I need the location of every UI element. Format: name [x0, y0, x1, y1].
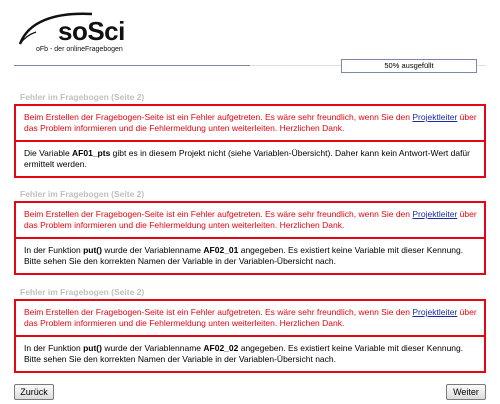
error-message-text: über das Problem informieren und die Fehlermeldung unten weiterleiten. Herzlichen Dank.: [24, 307, 477, 328]
error-detail-text: In der Funktion: [24, 343, 84, 353]
error-message-text: Beim Erstellen der Fragebogen-Seite ist ein Fehler aufgetreten. Es wäre sehr freundlich, wenn Sie den: [24, 112, 413, 122]
back-button[interactable]: Zurück: [14, 384, 54, 400]
next-button[interactable]: Weiter: [446, 384, 486, 400]
error-detail-text: Die Variable: [24, 148, 73, 158]
error-section-2: [14, 189, 486, 275]
error-section-title: Fehler im Fragebogen (Seite 2): [20, 189, 145, 199]
error-message-box: [14, 104, 486, 142]
error-section-title: Fehler im Fragebogen (Seite 2): [20, 287, 145, 297]
progress-indicator: [341, 59, 477, 73]
project-leader-link[interactable]: Projektleiter: [412, 112, 458, 122]
error-detail-text: wurde der Variablenname: [101, 343, 204, 353]
error-detail-text: angegeben. Es existiert keine Variable mit dieser Kennung. Bitte sehen Sie den korrekten Namen der Variable in der Variablen-Übersicht nach.: [24, 343, 464, 364]
error-detail-text: wurde der Variablenname: [101, 245, 204, 255]
error-section-title: Fehler im Fragebogen (Seite 2): [20, 92, 145, 102]
function-name: put(): [83, 245, 102, 255]
progress-label: 50% ausgefüllt: [384, 61, 434, 70]
error-detail-text: gibt es in diesem Projekt nicht (siehe Variablen-Übersicht). Daher kann kein Antwort-Wert dafür ermittelt werden.: [24, 148, 470, 169]
error-message-box: [14, 299, 486, 337]
sosci-logo: [14, 8, 134, 56]
error-detail-box: [14, 142, 486, 178]
error-section-1: [14, 92, 486, 178]
project-leader-link[interactable]: Projektleiter: [412, 307, 458, 317]
function-name: put(): [83, 343, 102, 353]
logo-wordmark: soSci: [58, 16, 125, 46]
error-message-box: [14, 201, 486, 239]
error-detail-text: In der Funktion: [24, 245, 84, 255]
error-detail-box: [14, 337, 486, 373]
progress-fill: [14, 65, 250, 66]
error-section-3: [14, 287, 486, 373]
variable-name: AF01_pts: [72, 148, 111, 158]
error-message-text: über das Problem informieren und die Fehlermeldung unten weiterleiten. Herzlichen Dank.: [24, 209, 477, 230]
variable-name: AF02_01: [203, 245, 239, 255]
error-message-text: über das Problem informieren und die Fehlermeldung unten weiterleiten. Herzlichen Dank.: [24, 112, 477, 133]
error-detail-text: angegeben. Es existiert keine Variable mit dieser Kennung. Bitte sehen Sie den korrekten Namen der Variable in der Variablen-Übersicht nach.: [24, 245, 464, 266]
project-leader-link[interactable]: Projektleiter: [412, 209, 458, 219]
error-message-text: Beim Erstellen der Fragebogen-Seite ist ein Fehler aufgetreten. Es wäre sehr freundlich, wenn Sie den: [24, 209, 413, 219]
variable-name: AF02_02: [203, 343, 239, 353]
error-detail-box: [14, 239, 486, 275]
logo-tagline: oFb - der onlineFragebogen: [36, 46, 123, 53]
error-message-text: Beim Erstellen der Fragebogen-Seite ist ein Fehler aufgetreten. Es wäre sehr freundlich, wenn Sie den: [24, 307, 413, 317]
